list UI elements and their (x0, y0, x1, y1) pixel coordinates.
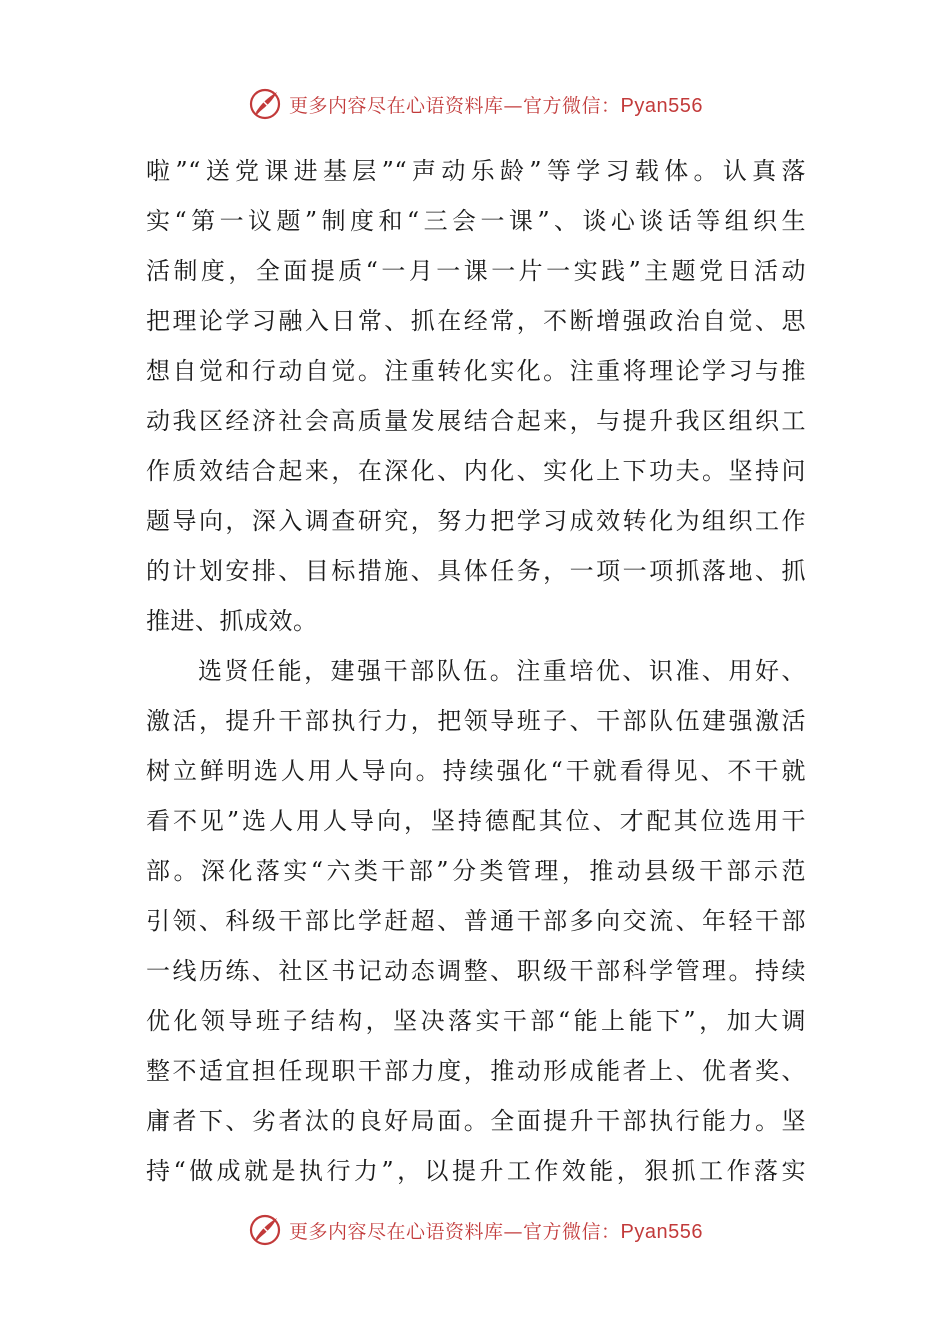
text-line: 整不适宜担任现职干部力度，推动形成能者上、优者奖、 (146, 1057, 806, 1085)
text-line: 看不见”选人用人导向，坚持德配其位、才配其位选用干 (146, 807, 806, 835)
text-line: 作质效结合起来，在深化、内化、实化上下功夫。坚持问 (146, 457, 806, 485)
text-line: 活制度，全面提质“一月一课一片一实践”主题党日活动 (146, 257, 806, 285)
text-line: 部。深化落实“六类干部”分类管理，推动县级干部示范 (146, 857, 806, 885)
text-line: 的计划安排、目标措施、具体任务，一项一项抓落地、抓 (146, 557, 806, 585)
footer-banner-text: 更多内容尽在心语资料库—官方微信：Pyan556 (289, 1220, 703, 1243)
text-line: 庸者下、劣者汰的良好局面。全面提升干部执行能力。坚 (146, 1107, 806, 1135)
text-line: 激活，提升干部执行力，把领导班子、干部队伍建强激活 (146, 707, 806, 735)
text-line: 选贤任能，建强干部队伍。注重培优、识准、用好、 (198, 657, 806, 685)
text-line: 实“第一议题”制度和“三会一课”、谈心谈话等组织生 (146, 207, 806, 235)
text-line: 把理论学习融入日常、抓在经常，不断增强政治自觉、思 (146, 307, 806, 335)
header-banner-text: 更多内容尽在心语资料库—官方微信：Pyan556 (289, 94, 703, 117)
header-banner (0, 82, 950, 126)
text-line: 优化领导班子结构，坚决落实干部“能上能下”，加大调 (146, 1007, 806, 1035)
paragraph-2 (146, 646, 806, 1196)
text-line: 动我区经济社会高质量发展结合起来，与提升我区组织工 (146, 407, 806, 435)
paragraph-1 (146, 146, 806, 646)
quill-seal-logo-icon (247, 1212, 283, 1248)
document-body (146, 146, 806, 1196)
text-line: 引领、科级干部比学赶超、普通干部多向交流、年轻干部 (146, 907, 806, 935)
footer-wechat-handle: Pyan556 (620, 1220, 703, 1243)
text-line: 一线历练、社区书记动态调整、职级干部科学管理。持续 (146, 957, 806, 985)
quill-seal-logo-icon (247, 86, 283, 122)
text-line: 推进、抓成效。 (146, 607, 318, 635)
footer-banner (0, 1208, 950, 1252)
text-line: 题导向，深入调查研究，努力把学习成效转化为组织工作 (146, 507, 806, 535)
text-line: 树立鲜明选人用人导向。持续强化“干就看得见、不干就 (146, 757, 806, 785)
text-line: 持“做成就是执行力”，以提升工作效能，狠抓工作落实 (146, 1157, 806, 1185)
text-line: 想自觉和行动自觉。注重转化实化。注重将理论学习与推 (146, 357, 806, 385)
header-wechat-handle: Pyan556 (620, 94, 703, 117)
text-line: 啦”“送党课进基层”“声动乐龄”等学习载体。认真落 (146, 157, 806, 185)
